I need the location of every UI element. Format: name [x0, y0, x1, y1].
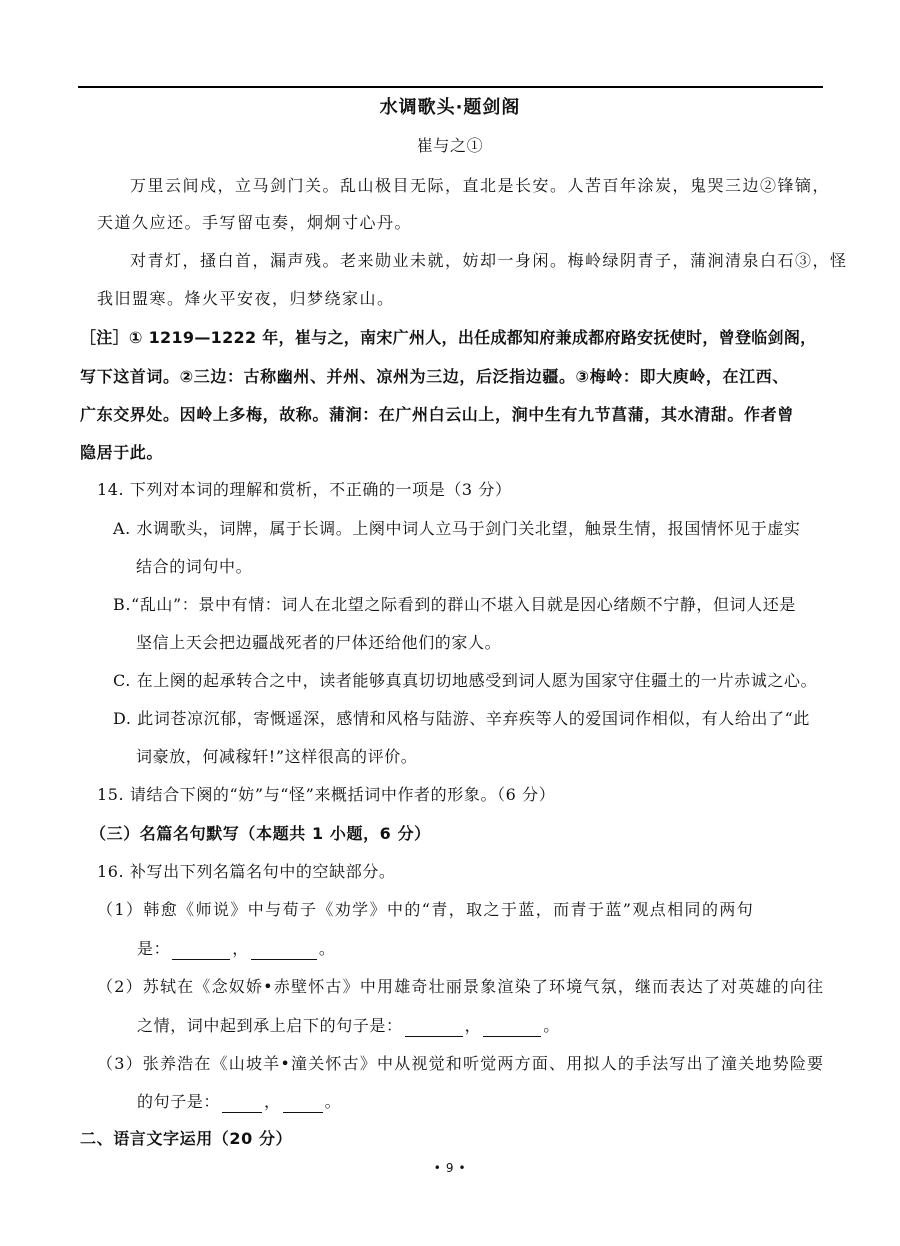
q16-part3-line2 — [137, 1091, 341, 1113]
poem-stanza1-line2: 天道久应还。手写留屯奏，炯炯寸心丹。 — [97, 213, 413, 232]
q16-part2-period: 。 — [543, 1016, 560, 1035]
q16-stem: 16. 补写出下列名篇名句中的空缺部分。 — [97, 862, 396, 881]
q16-part3-blank1[interactable] — [222, 1096, 262, 1113]
q16-part3-blank2[interactable] — [283, 1096, 323, 1113]
q14-option-a-line1: A. 水调歌头，词牌，属于长调。上阕中词人立马于剑门关北望，触景生情，报国情怀见于虚实 — [113, 519, 801, 538]
q16-part1-blank1[interactable] — [172, 943, 230, 960]
note-line1: ［注］① 1219—1222 年，崔与之，南宋广州人，出任成都知府兼成都府路安抚使时，曾登临剑阁， — [80, 328, 817, 347]
q16-part1-blank2[interactable] — [251, 943, 317, 960]
q16-part3-prefix: 的句子是： — [137, 1092, 221, 1111]
note-line4: 隐居于此。 — [80, 443, 164, 462]
q16-part2-blank1[interactable] — [405, 1020, 463, 1037]
q16-part1-line2 — [137, 938, 335, 960]
q14-option-b-line1: B.“乱山”：景中有情：词人在北望之际看到的群山不堪入目就是因心绪颇不宁静，但词人还是 — [113, 595, 797, 614]
poem-stanza2-line2: 我旧盟寒。烽火平安夜，归梦绕家山。 — [97, 289, 395, 308]
section3-heading: （三）名篇名句默写（本题共 1 小题，6 分） — [90, 824, 431, 843]
q16-part2-line1: （2）苏轼在《念奴娇•赤壁怀古》中用雄奇壮丽景象渲染了环境气氛，继而表达了对英雄的向往 — [97, 977, 825, 996]
q15: 15. 请结合下阕的“妨”与“怪”来概括词中作者的形象。（6 分） — [97, 785, 556, 804]
q16-part3-line1: （3）张养浩在《山坡羊•潼关怀古》中从视觉和听觉两方面、用拟人的手法写出了潼关地势险要 — [97, 1054, 825, 1073]
poem-stanza1-line1: 万里云间戍，立马剑门关。乱山极目无际，直北是长安。人苦百年涂炭，鬼哭三边②锋镝， — [130, 176, 831, 195]
header-rule — [78, 86, 823, 88]
part2-heading: 二、语言文字运用（20 分） — [80, 1129, 293, 1148]
poem-stanza2-line1: 对青灯，搔白首，漏声残。老来勋业未就，妨却一身闲。梅岭绿阴青子，蒲涧清泉白石③，怪 — [130, 251, 848, 270]
q16-part3-period: 。 — [324, 1092, 342, 1111]
q16-part2-prefix: 之情，词中起到承上启下的句子是： — [137, 1016, 403, 1035]
q16-part1-comma: ， — [232, 939, 249, 958]
q16-part1-period: 。 — [318, 939, 336, 958]
poem-title: 水调歌头·题剑阁 — [379, 97, 521, 118]
note-line3: 广东交界处。因岭上多梅，故称。蒲涧：在广州白云山上，涧中生有九节菖蒲，其水清甜。作者曾 — [80, 405, 794, 424]
q14-option-a-line2: 结合的词句中。 — [136, 557, 253, 576]
q16-part1-line1: （1）韩愈《师说》中与荀子《劝学》中的“青，取之于蓝，而青于蓝”观点相同的两句 — [97, 900, 755, 919]
q14-option-b-line2: 坚信上天会把边疆战死者的尸体还给他们的家人。 — [136, 633, 502, 652]
page-number: • 9 • — [433, 1161, 467, 1175]
q14-option-c: C. 在上阕的起承转合之中，读者能够真真切切地感受到词人愿为国家守住疆土的一片赤诚之心。 — [113, 671, 818, 690]
q16-part3-comma: ， — [264, 1092, 281, 1111]
q16-part1-prefix: 是： — [137, 939, 171, 958]
q14-option-d-line1: D. 此词苍凉沉郁，寄慨遥深，感情和风格与陆游、辛弃疾等人的爱国词作相似，有人给出了“此 — [113, 709, 811, 728]
poem-author: 崔与之① — [416, 136, 484, 155]
q16-part2-line2 — [137, 1015, 560, 1037]
q14-option-d-line2: 词豪放，何减稼轩!”这样很高的评价。 — [136, 747, 418, 766]
q16-part2-comma: ， — [464, 1016, 482, 1035]
q16-part2-blank2[interactable] — [483, 1020, 541, 1037]
note-line2: 写下这首词。②三边：古称幽州、并州、凉州为三边，后泛指边疆。③梅岭：即大庾岭，在江西、 — [80, 367, 789, 386]
q14-stem: 14. 下列对本词的理解和赏析，不正确的一项是（3 分） — [97, 480, 512, 499]
